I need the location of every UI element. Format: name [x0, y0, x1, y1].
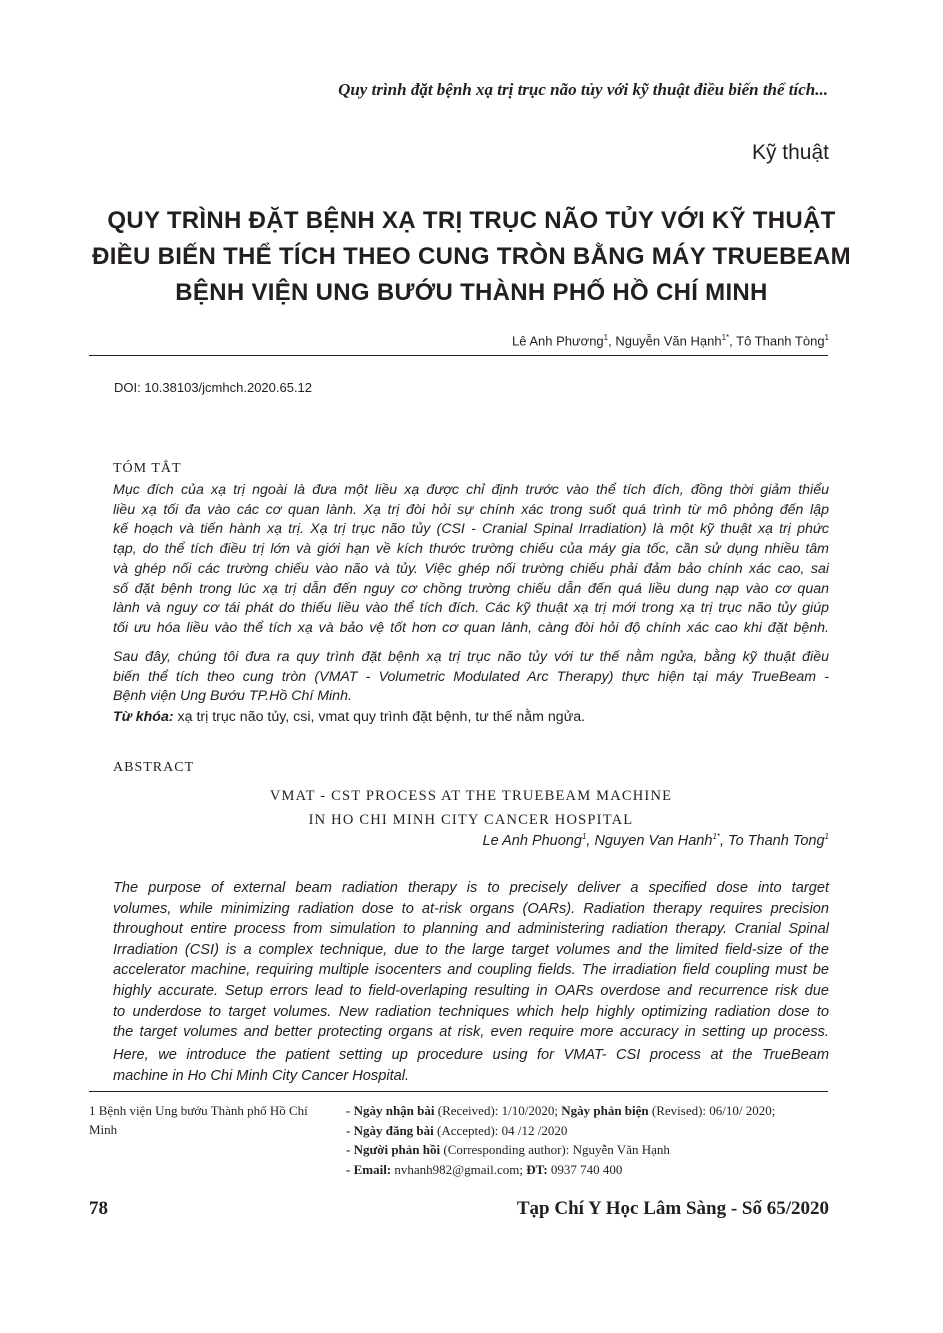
- text-line: machine in Ho Chi Minh City Cancer Hospital.: [113, 1067, 410, 1084]
- phone-value: 0937 740 400: [547, 1161, 623, 1177]
- text-line: Sau đây, chúng tôi đưa ra quy trình đặt bệnh xạ trị trục não tủy với tư thế nằm ngửa, bằng kỹ thuật điều: [113, 649, 829, 665]
- email-label: - Email:: [346, 1161, 392, 1177]
- english-title-line: IN HO CHI MINH CITY CANCER HOSPITAL: [308, 812, 634, 828]
- keywords: [113, 709, 829, 725]
- corresponding-value: (Corresponding author): Nguyễn Văn Hạnh: [440, 1142, 670, 1157]
- text-line: Mục đích của xạ trị ngoài là đưa một liều xạ được chỉ định trước vào thể tích đích, đồng thời giảm thiểu: [113, 482, 829, 498]
- article-title: [60, 203, 883, 311]
- corresponding-label: - Người phản hồi: [346, 1142, 441, 1157]
- text-line: biến thể tích theo cung tròn (VMAT - Volumetric Modulated Arc Therapy) thực hiện tại máy TrueBeam -: [113, 668, 829, 685]
- english-title-line: VMAT - CST PROCESS AT THE TRUEBEAM MACHINE: [269, 788, 673, 804]
- author-name: , Tô Thanh Tòng: [729, 333, 825, 349]
- text-line: liều xạ tối đa vào các cơ quan lành. Xạ trị đòi hỏi sự chính xác trong suốt quá trình từ mô phỏng đến lập: [113, 501, 829, 518]
- affiliation-footnote: [89, 1101, 344, 1139]
- email-value: nvhanh982@gmail.com;: [391, 1161, 527, 1177]
- text-line: Bệnh viện Ung Bướu TP.Hồ Chí Minh.: [113, 688, 352, 705]
- running-header: Quy trình đặt bệnh xạ trị trục não tủy với kỹ thuật điều biến thể tích...: [338, 80, 828, 99]
- abstract-paragraph-1: [113, 878, 829, 1043]
- summary-paragraph-2: [113, 648, 829, 707]
- author-name: Le Anh Phuong: [482, 832, 582, 849]
- affiliation-line: Minh: [89, 1122, 118, 1137]
- journal-name: Tạp Chí Y Học Lâm Sàng - Số 65/2020: [516, 1198, 829, 1219]
- author-name: , Nguyễn Văn Hạnh: [608, 333, 722, 349]
- text-line: highly accurate. Setup errors lead to field-overlaping resulting in OARs overdose and recurrence risk due: [113, 982, 829, 999]
- author-sup: 1: [603, 333, 609, 342]
- abstract-heading: ABSTRACT: [113, 760, 195, 775]
- received-value: (Received): 1/10/2020;: [434, 1103, 562, 1118]
- accepted-value: (Accepted): 04 /12 /2020: [433, 1122, 568, 1138]
- doi: DOI: 10.38103/jcmhch.2020.65.12: [114, 380, 313, 395]
- footnote-rule: [89, 1091, 828, 1092]
- text-line: kế hoạch và tiến hành xạ trị. Xạ trị trục não tủy (CSI - Cranial Spinal Irradiation) là một kỹ thuật xạ trị phức: [113, 521, 829, 538]
- authors-vietnamese: [300, 333, 829, 348]
- header-rule: [89, 355, 828, 356]
- summary-paragraph-1: [113, 481, 829, 639]
- accepted-line: [346, 1121, 836, 1141]
- author-name: , Nguyen Van Hanh: [586, 832, 713, 849]
- title-line: QUY TRÌNH ĐẶT BỆNH XẠ TRỊ TRỤC NÃO TỦY VỚI KỸ THUẬT: [107, 207, 836, 234]
- title-line: BỆNH VIỆN UNG BƯỚU THÀNH PHỐ HỒ CHÍ MINH: [175, 279, 768, 306]
- corresponding-line: [346, 1140, 836, 1160]
- page-number: 78: [89, 1198, 108, 1219]
- article-metadata: [346, 1101, 836, 1179]
- text-line: và ghép nối các trường chiếu vào não và tủy. Việc ghép nối trường chiếu phải đảm bảo chính xác cao, sai: [113, 560, 829, 577]
- authors-english: [300, 832, 829, 849]
- author-name: Lê Anh Phương: [511, 333, 604, 349]
- text-line: The purpose of external beam radiation therapy is to precisely deliver a specified dose into target: [113, 880, 829, 896]
- summary-heading: TÓM TẮT: [113, 461, 182, 476]
- revised-value: (Revised): 06/10/ 2020;: [648, 1103, 776, 1118]
- text-line: tạp, do thể tích điều trị lớn và giới hạn về kích thước trường chiếu của máy gia tốc, cần sử dụng nhiều tâm: [113, 541, 829, 558]
- author-sup: 1*: [721, 333, 730, 342]
- text-line: lành và nguy cơ tái phát do thiếu liều vào thể tích đích. Các kỹ thuật xạ trị mới trong xạ trị trục não tủy giúp: [113, 600, 829, 617]
- text-line: Irradiation (CSI) is a complex technique, due to the large target volumes and the limited field-size of the: [113, 941, 829, 958]
- section-label: Kỹ thuật: [751, 141, 829, 164]
- received-line: [346, 1101, 836, 1121]
- english-title: [89, 784, 853, 832]
- abstract-paragraph-2: [113, 1045, 829, 1086]
- text-line: to underdose to target volumes. New radiation techniques which help highly optimizing radiation dose to: [113, 1003, 829, 1020]
- accepted-label: - Ngày đăng bài: [346, 1122, 434, 1138]
- contact-line: [346, 1160, 836, 1180]
- text-line: the target volumes and better protecting organs at risk, even require more accuracy in setting up process.: [113, 1024, 829, 1041]
- received-label: - Ngày nhận bài: [346, 1103, 435, 1118]
- text-line: volumes, while minimizing radiation dose to at-risk organs (OARs). Radiation therapy requires precision: [113, 900, 829, 917]
- text-line: accelerator machine, requiring multiple isocenters and coupling fields. The irradiation field coupling must be: [113, 962, 829, 979]
- phone-label: ĐT:: [526, 1161, 548, 1177]
- revised-label: Ngày phản biện: [561, 1103, 649, 1118]
- author-sup: 1: [824, 832, 829, 841]
- author-sup: 1: [581, 832, 587, 841]
- author-name: , To Thanh Tong: [720, 832, 825, 849]
- text-line: số đặt bệnh trong lúc xạ trị dẫn đến nguy cơ chồng trường chiếu dẫn đến quá liều dung nạp vào cơ quan: [113, 580, 829, 597]
- affiliation-line: 1 Bệnh viện Ung bướu Thành phố Hồ Chí: [89, 1103, 308, 1118]
- author-sup: 1: [824, 333, 829, 342]
- text-line: Here, we introduce the patient setting up procedure using for VMAT- CSI process at the TrueBeam: [113, 1047, 829, 1063]
- author-sup: 1*: [712, 832, 720, 841]
- keywords-text: xạ trị trục não tủy, csi, vmat quy trình đặt bệnh, tư thế nằm ngửa.: [173, 709, 586, 725]
- text-line: throughout entire process from simulation to planning and administering radiation therapy. Cranial Spinal: [113, 921, 829, 938]
- keywords-label: Từ khóa:: [113, 709, 174, 725]
- title-line: ĐIỀU BIẾN THỂ TÍCH THEO CUNG TRÒN BẰNG MÁY TRUEBEAM: [92, 243, 851, 270]
- text-line: tối ưu hóa liều vào thể tích xạ và bảo vệ tốt hơn cơ quan lành, càng đòi hỏi độ chính xác cao khi đặt bệnh.: [113, 619, 829, 636]
